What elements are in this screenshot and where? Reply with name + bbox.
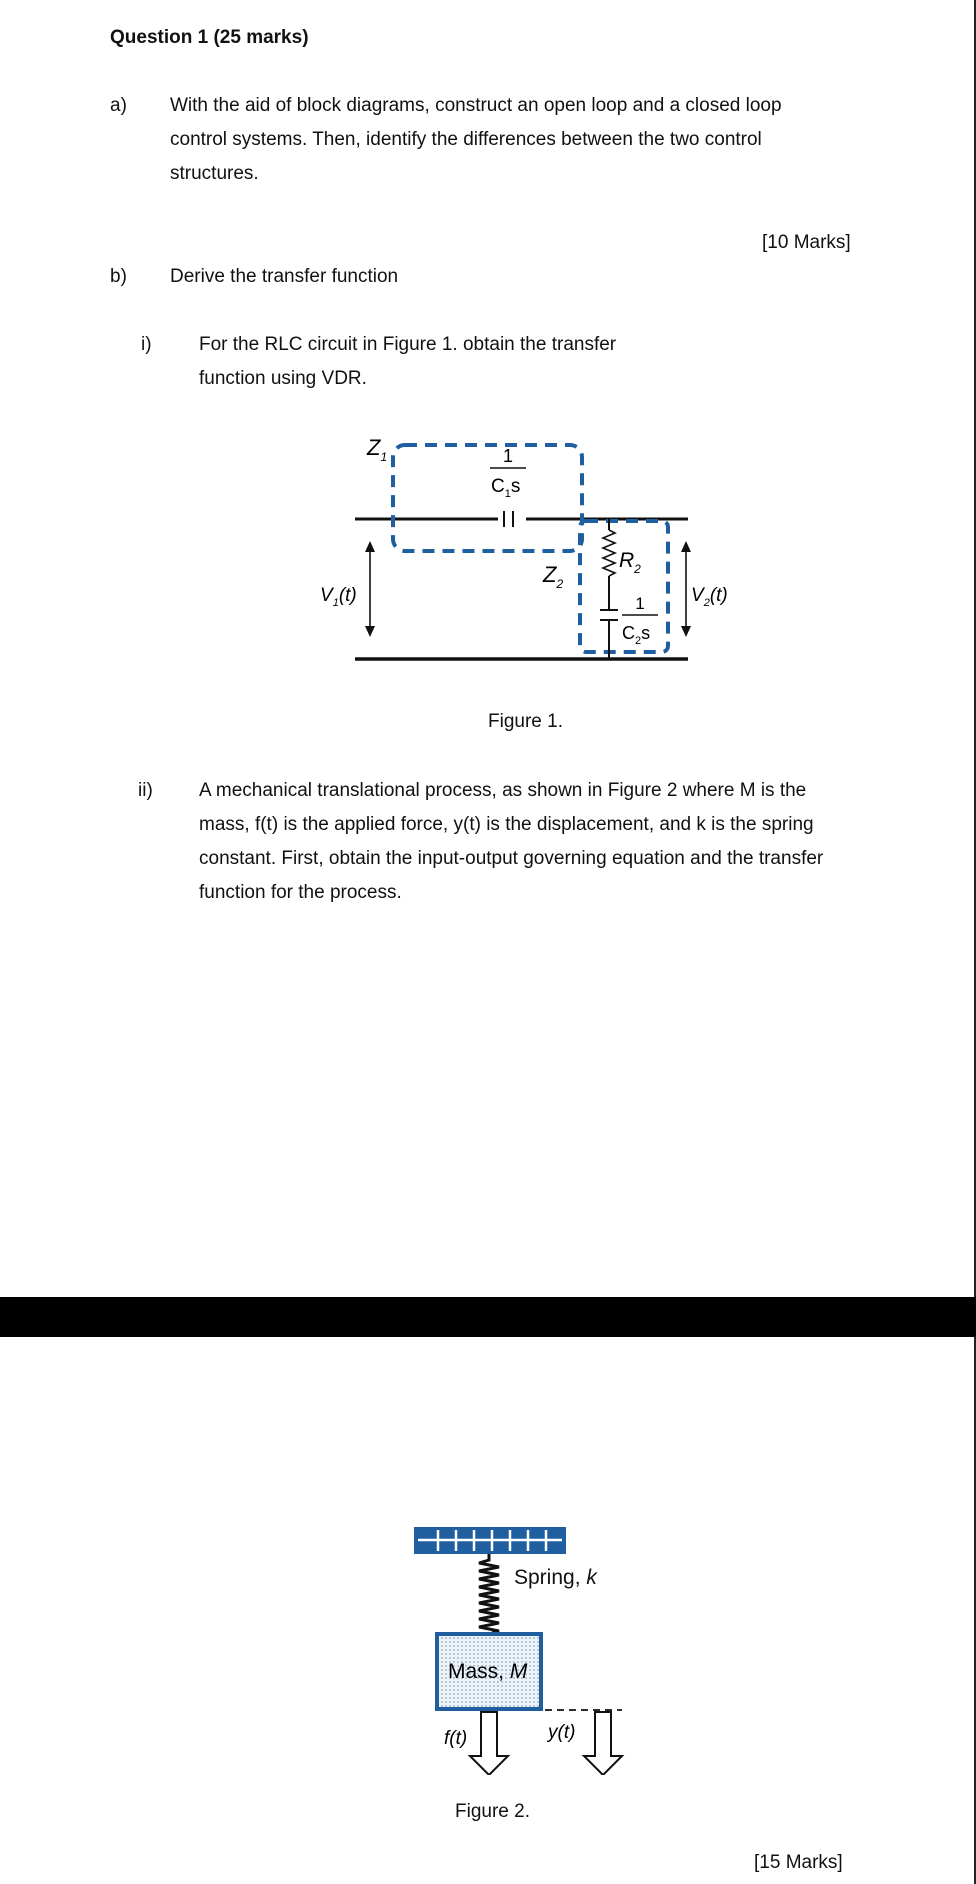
c2-denominator: $C_2s$ — [622, 623, 651, 647]
v1-label: $V_1(t)$ — [320, 585, 357, 609]
part-a-line-1: With the aid of block diagrams, construct an open loop and a closed loop — [170, 95, 782, 116]
v1-arrow-head-down — [365, 626, 375, 637]
c2-numerator: 1 — [635, 594, 645, 613]
v2-arrow-head-down — [681, 626, 691, 637]
spring-label: Spring, k — [514, 1566, 597, 1589]
part-b-i-line-2: function using VDR. — [199, 368, 367, 389]
part-b-marks: [15 Marks] — [754, 1852, 843, 1873]
v1-arrow-head-up — [365, 541, 375, 552]
part-b-label: b) — [110, 266, 127, 287]
part-b-ii-line-1: A mechanical translational process, as shown in Figure 2 where M is the — [199, 780, 807, 801]
part-b-ii-line-4: function for the process. — [199, 882, 402, 903]
part-b-i-label: i) — [141, 334, 152, 355]
r2-label: $R_2$ — [619, 549, 641, 576]
c1-numerator: 1 — [502, 446, 514, 466]
z1-label: $Z_1$ — [367, 435, 388, 464]
part-b-ii-line-3: constant. First, obtain the input-output governing equation and the transfer — [199, 848, 824, 869]
force-label: f(t) — [444, 1728, 468, 1749]
v2-arrow-head-up — [681, 541, 691, 552]
part-a-marks: [10 Marks] — [762, 232, 851, 253]
question-title: Question 1 (25 marks) — [110, 27, 309, 48]
figure-1-caption: Figure 1. — [488, 711, 563, 732]
c1-denominator: $C_1s$ — [491, 476, 521, 500]
mass-label: Mass, M — [448, 1660, 528, 1683]
scan-black-band — [0, 1297, 976, 1337]
figure-2-caption: Figure 2. — [455, 1801, 530, 1822]
displacement-arrow — [584, 1712, 622, 1775]
part-b-ii-line-2: mass, f(t) is the applied force, y(t) is the displacement, and k is the spring — [199, 814, 814, 835]
part-b-i-line-1: For the RLC circuit in Figure 1. obtain the transfer — [199, 334, 617, 355]
z2-label: $Z_2$ — [543, 562, 564, 591]
part-b-text: Derive the transfer function — [170, 266, 399, 287]
figure-2-mass-spring — [400, 1515, 650, 1775]
force-arrow — [470, 1712, 508, 1775]
part-a-line-3: structures. — [170, 163, 259, 184]
spring-coil — [479, 1554, 499, 1634]
z1-dashed-box — [393, 445, 582, 551]
displacement-label: y(t) — [548, 1722, 576, 1743]
v2-label: $V_2(t)$ — [691, 585, 728, 609]
part-b-ii-label: ii) — [138, 780, 153, 801]
figure-1-circuit — [300, 428, 760, 668]
part-a-line-2: control systems. Then, identify the differences between the two control — [170, 129, 762, 150]
part-a-label: a) — [110, 95, 127, 116]
resistor-r2 — [603, 530, 615, 576]
